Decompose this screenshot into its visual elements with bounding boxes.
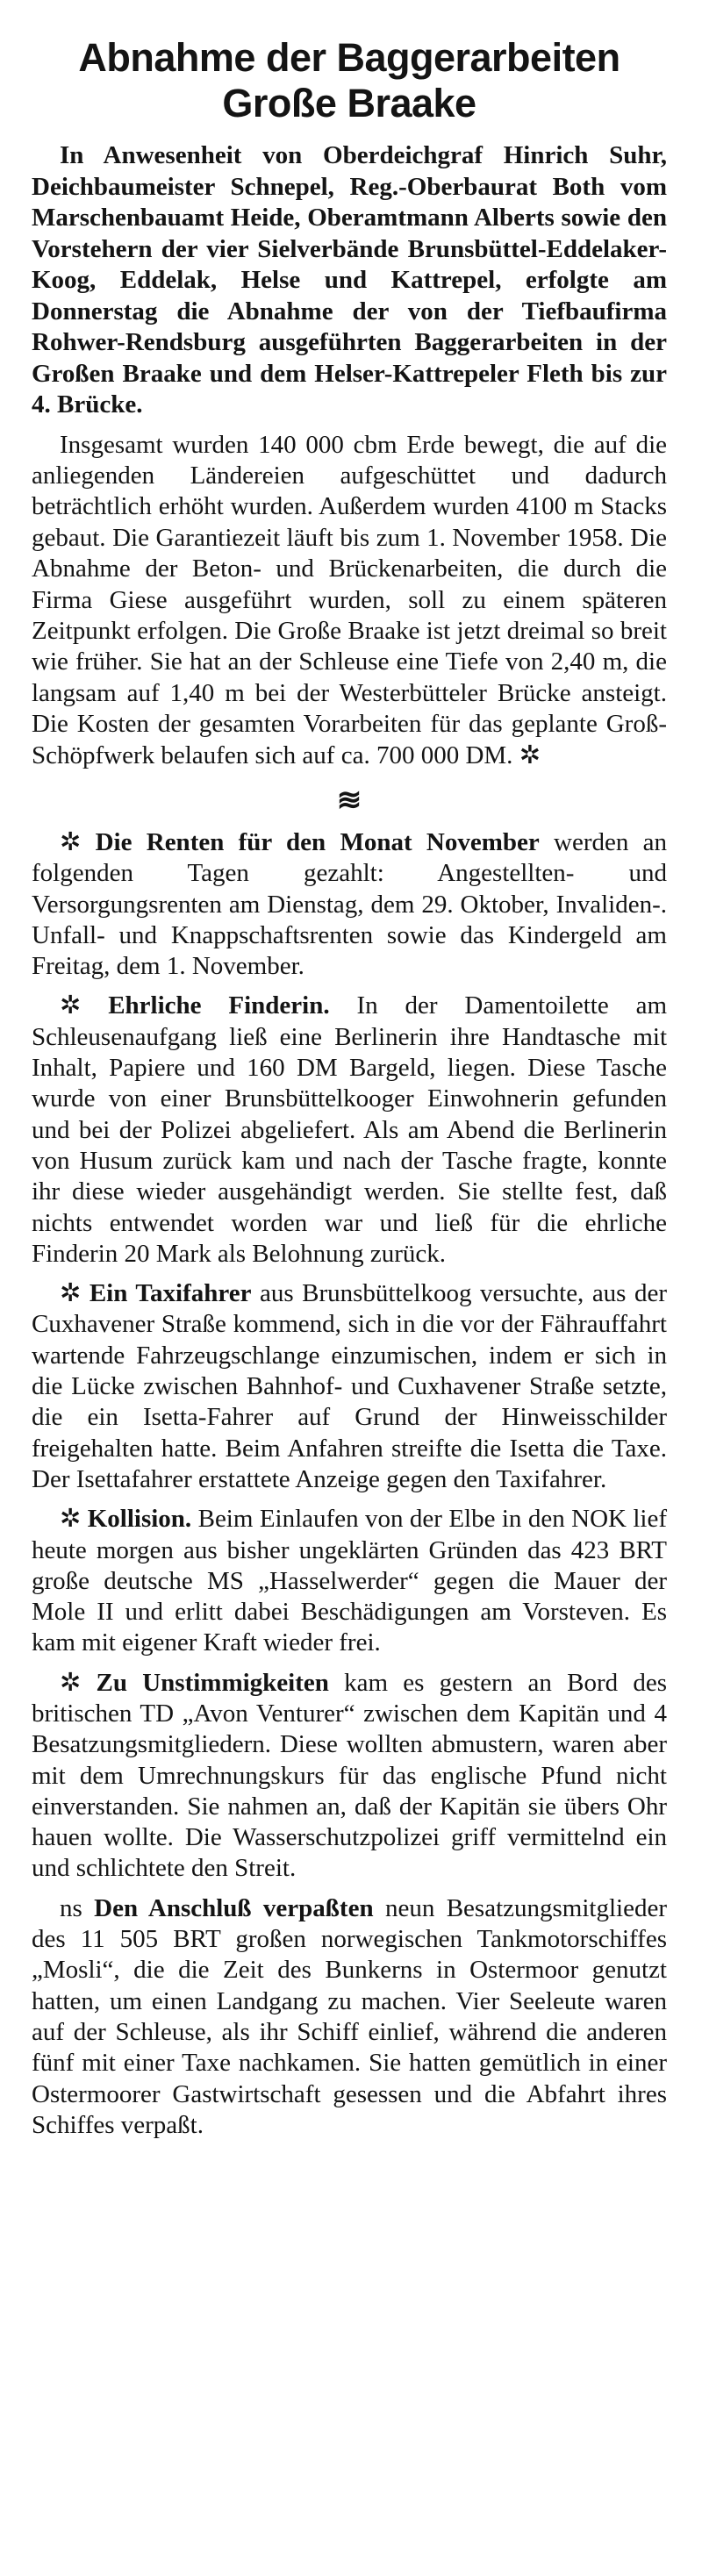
end-star-icon: ✲: [519, 741, 541, 769]
news-item-anschluss: [32, 1893, 667, 2141]
item-text: werden an folgenden Tagen gezahlt: Angestellten- und Versorgungsrenten am Dienstag, dem 29. Oktober, Invaliden-. Unfall- und Knappschaftsrenten sowie das Kindergeld am Freitag, dem 1. November.: [32, 827, 668, 981]
item-kicker: Die Renten für den Monat November: [95, 827, 540, 856]
item-text: aus Brunsbüttelkoog versuchte, aus der Cuxhavener Straße kommend, sich in die vor der Fährauffahrt wartende Fahrzeugschlange einzumischen, indem er sich in die Lücke zwischen Bahnhof- und Cuxhavener Straße setzte, die ein Isetta-Fahrer auf Grund der Hinweisschilder freigehalten hatte. Beim Anfahren streifte die Isetta die Taxe. Der Isettafahrer erstattete Anzeige gegen den Taxifahrer.: [32, 1279, 668, 1493]
news-item-taxifahrer: [32, 1278, 667, 1495]
item-text: neun Besatzungsmitglieder des 11 505 BRT großen norwegischen Tankmotorschiffes „Mosli“, die die Zeit des Bunkerns in Ostermoor genutzt hatten, um einen Landgang zu machen. Vier Seeleute waren auf der Schleuse, als ihr Schiff einlief, während die anderen fünf mit einer Taxe nachkamen. Sie hatten gemütlich in einer Ostermoorer Gastwirtschaft gesessen und die Abfahrt ihres Schiffes verpaßt.: [32, 1893, 667, 2139]
item-kicker: Kollision.: [87, 1505, 192, 1534]
news-item-unstimmigkeiten: [32, 1668, 667, 1885]
headline-line-2: Große Braake: [222, 81, 476, 125]
body-paragraph: [32, 430, 667, 771]
news-item-kollision: [32, 1504, 667, 1658]
item-text: In der Damentoilette am Schleusenaufgang ließ eine Berlinerin ihre Handtasche mit Inhalt, Papiere und 160 DM Bargeld, liegen. Diese Tasche wurde von einer Brunsbüttelkooger Einwohnerin gefunden und bei der Polizei abgeliefert. Als am Abend die Berlinerin von Husum zurück kam und nach der Tasche fragte, konnte ihr diese wieder ausgehändigt werden. Sie stellte fest, daß nichts entwendet worden war und ließ für die ehrliche Finderin 20 Mark als Belohnung zurück.: [32, 991, 667, 1268]
star-icon: ✲: [60, 1505, 82, 1534]
headline: [32, 35, 667, 126]
lead-paragraph: In Anwesenheit von Oberdeichgraf Hinrich Suhr, Deichbaumeister Schnepel, Reg.-Oberbaurat Both vom Marschenbauamt Heide, Oberamtmann Alberts sowie den Vorstehern der vier Sielverbände Brunsbüttel-Eddelaker-Koog, Eddelak, Helse und Kattrepel, erfolgte am Donnerstag die Abnahme der von der Tiefbaufirma Rohwer-Rendsburg ausgeführten Baggerarbeiten in der Großen Braake und dem Helser-Kattrepeler Fleth bis zur 4. Brücke.: [32, 141, 667, 419]
item-text: kam es gestern an Bord des britischen TD „Avon Venturer“ zwischen dem Kapitän und 4 Besatzungsmitgliedern. Diese wollten abmustern, waren aber mit dem Umrechnungskurs für das englische Pfund nicht einverstanden. Sie nahmen an, daß der Kapitän sie übers Ohr hauen wollte. Die Wasserschutzpolizei griff vermittelnd ein und schlichtete den Streit.: [32, 1668, 667, 1883]
headline-line-1: Abnahme der Baggerarbeiten: [78, 35, 620, 80]
item-kicker: Ein Taxifahrer: [89, 1279, 252, 1308]
item-kicker: Zu Unstimmigkeiten: [96, 1668, 329, 1697]
newspaper-column: [32, 35, 667, 2141]
item-text: Beim Einlaufen von der Elbe in den NOK lief heute morgen aus bisher ungeklärten Gründen das 423 BRT große deutsche MS „Hasselwerder“ gegen die Mauer der Mole II und erlitt dabei Beschädigungen am Vorsteven. Es kam mit eigener Kraft wieder frei.: [32, 1505, 668, 1657]
item-kicker: Den Anschluß verpaßten: [94, 1893, 374, 1922]
body-text: Insgesamt wurden 140 000 cbm Erde bewegt, die auf die anliegenden Ländereien aufgeschüttet und dadurch beträchtlich erhöht wurden. Außerdem wurden 4100 m Stacks gebaut. Die Garantiezeit läuft bis zum 1. November 1958. Die Abnahme der Beton- und Brückenarbeiten, die durch die Firma Giese ausgeführt wurden, soll zu einem späteren Zeitpunkt erfolgen. Die Große Braake ist jetzt dreimal so breit wie früher. Sie hat an der Schleuse eine Tiefe von 2,40 m, die langsam auf 1,40 m bei der Westerbütteler Brücke ansteigt. Die Kosten der gesamten Vorarbeiten für das geplante Groß-Schöpfwerk belaufen sich auf ca. 700 000 DM.: [32, 430, 667, 769]
section-divider: ≋: [336, 784, 362, 817]
star-icon: ✲: [60, 1279, 82, 1308]
star-icon: ✲: [60, 991, 82, 1020]
item-marker: ns: [60, 1893, 82, 1922]
star-icon: ✲: [60, 827, 82, 856]
star-icon: ✲: [60, 1668, 82, 1697]
news-item-renten: [32, 827, 667, 982]
news-item-finderin: [32, 991, 667, 1270]
item-kicker: Ehrliche Finderin.: [108, 991, 330, 1020]
